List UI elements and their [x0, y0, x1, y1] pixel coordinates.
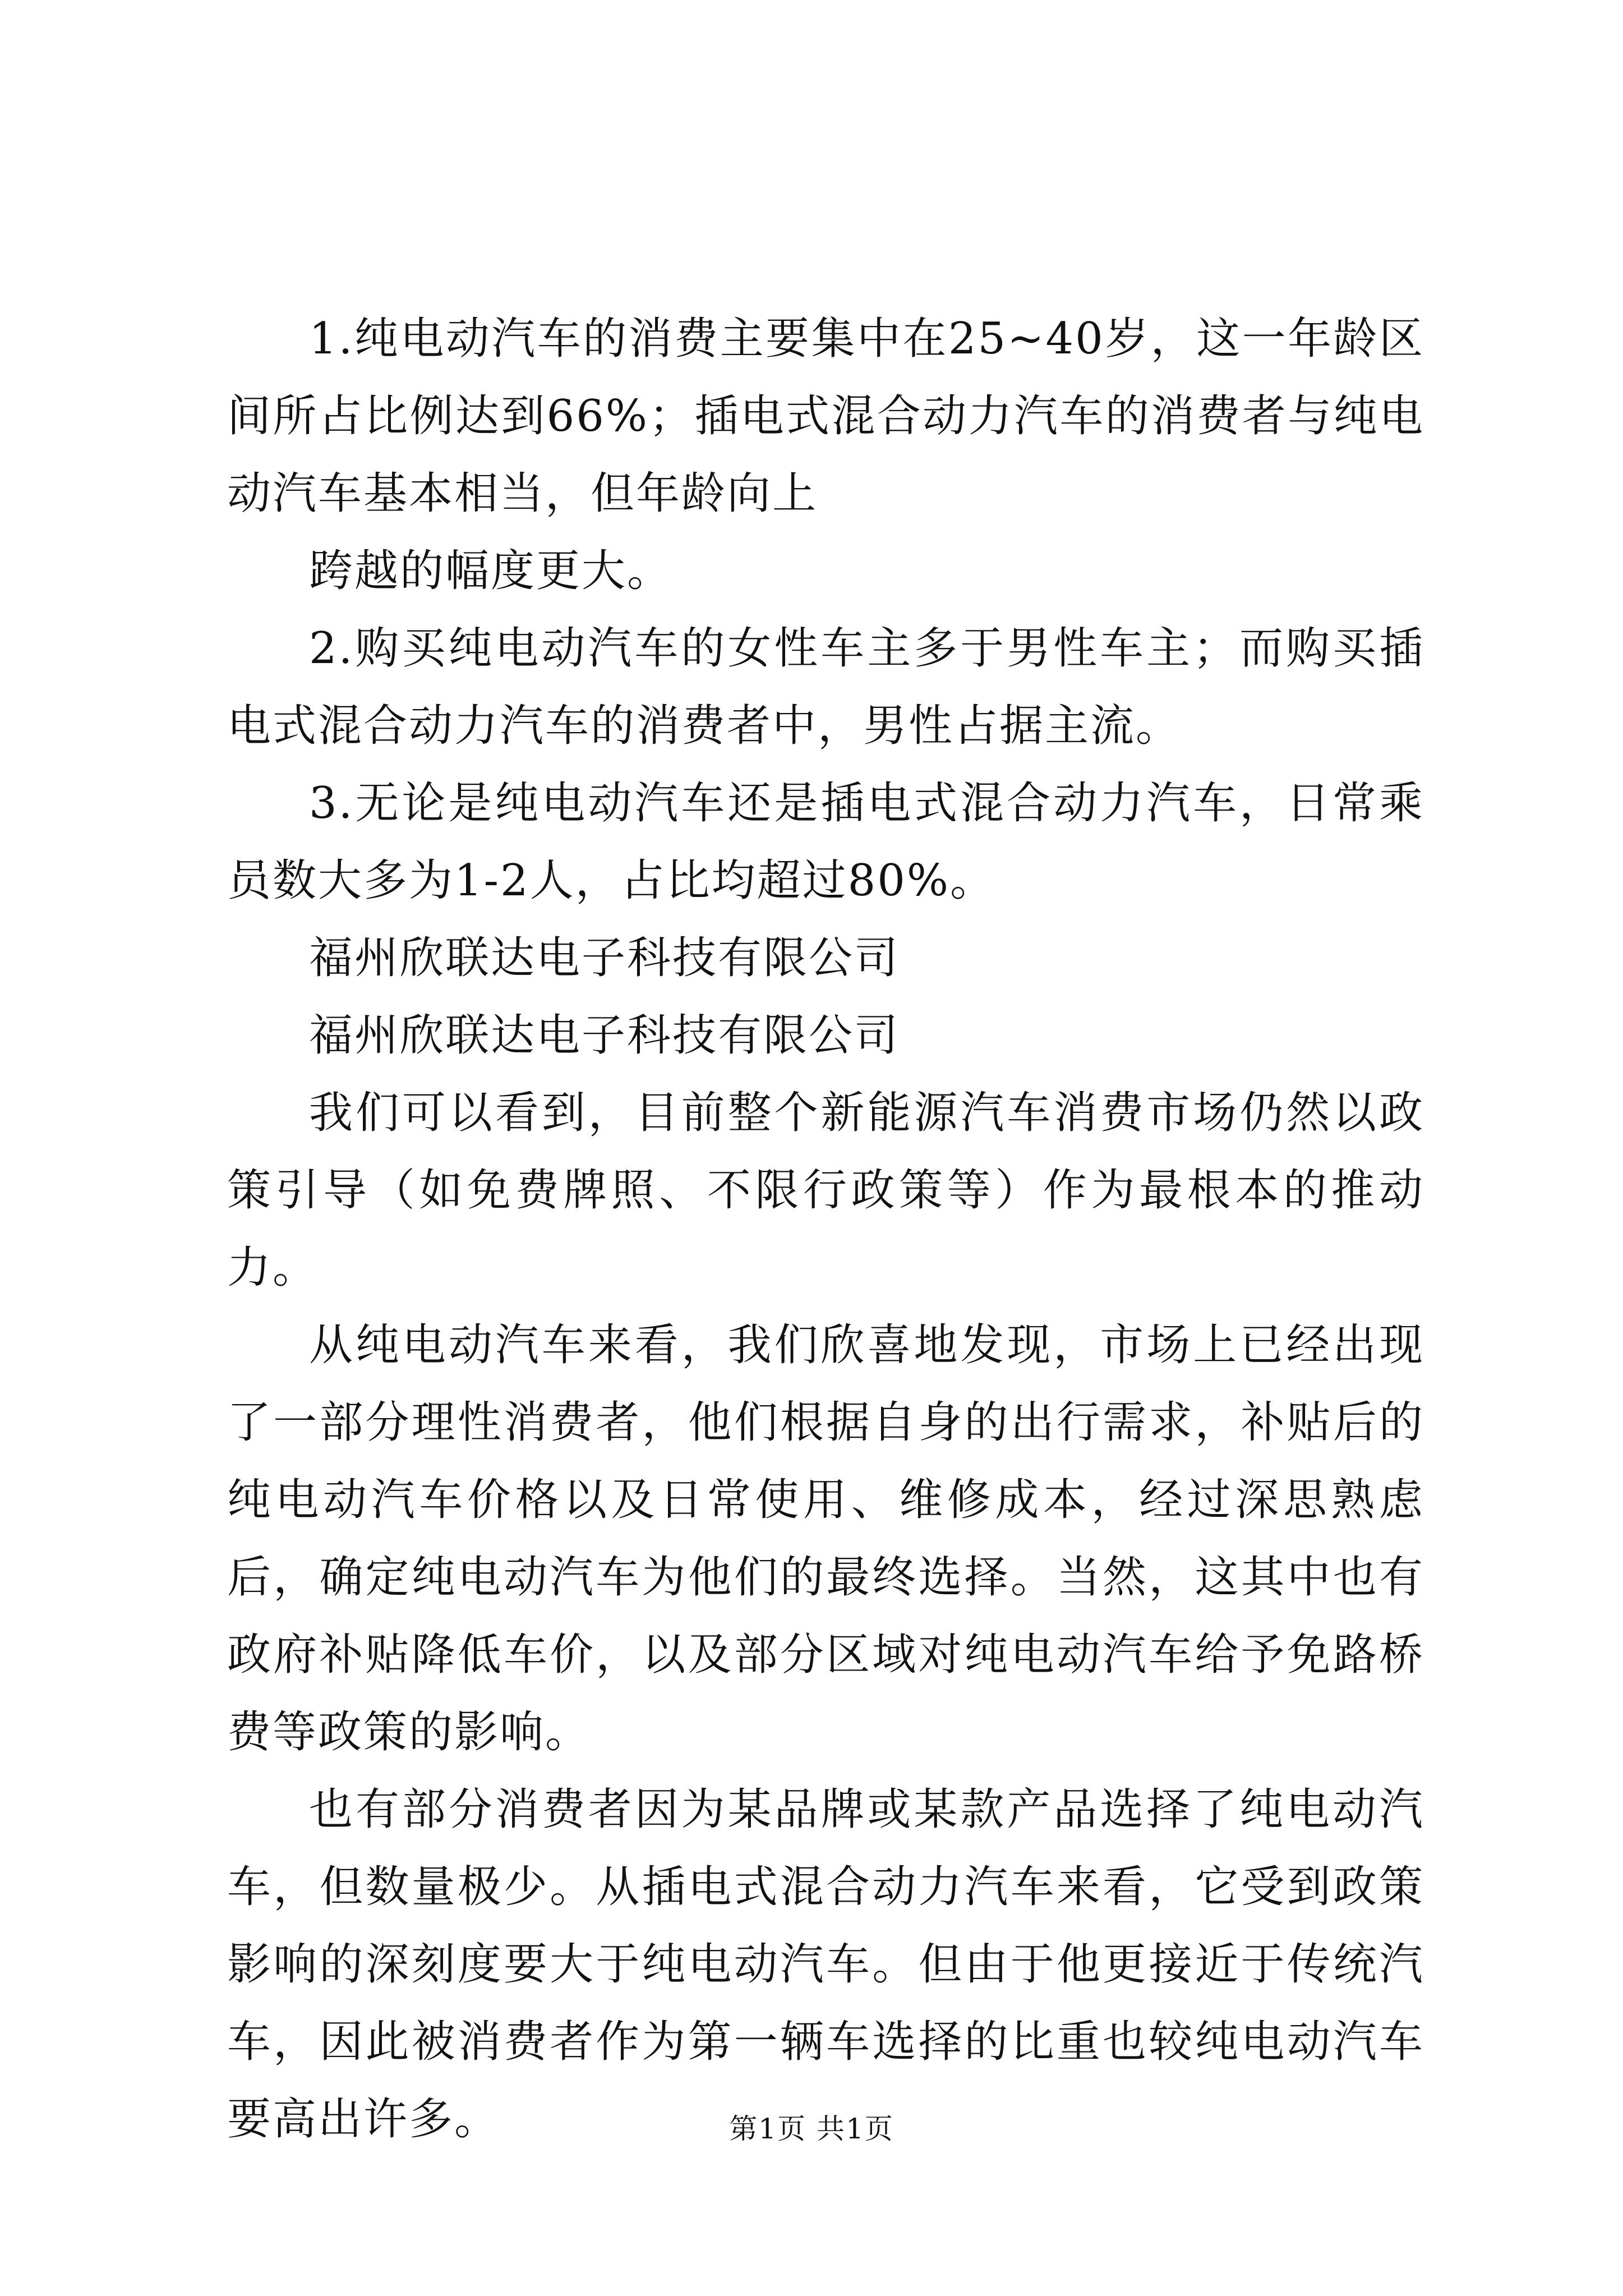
paragraph-bev-analysis: 从纯电动汽车来看，我们欣喜地发现，市场上已经出现了一部分理性消费者，他们根据自身的出行需求，补贴后的纯电动汽车价格以及日常使用、维修成本，经过深思熟虑后，确定纯电动汽车为他们的最终选择。当然，这其中也有政府补贴降低车价，以及部分区域对纯电动汽车给予免路桥费等政策的影响。	[227, 1320, 1424, 1757]
paragraph-policy-driver: 我们可以看到，目前整个新能源汽车消费市场仍然以政策引导（如免费牌照、不限行政策等）作为最根本的推动力。	[227, 1088, 1424, 1293]
company-name-line: 福州欣联达电子科技有限公司	[309, 933, 900, 983]
company-name-line: 福州欣联达电子科技有限公司	[309, 1010, 900, 1061]
document-body	[227, 300, 1424, 2158]
paragraph-age-distribution: 1.纯电动汽车的消费主要集中在25~40岁，这一年龄区间所占比例达到66%；插电式混合动力汽车的消费者与纯电动汽车基本相当，但年龄向上	[227, 314, 1424, 519]
page-number-footer: 第1页 共1页	[729, 2113, 894, 2145]
paragraph-passengers: 3.无论是纯电动汽车还是插电式混合动力汽车，日常乘员数大多为1-2人，占比均超过80%。	[227, 778, 1424, 906]
paragraph-age-continuation: 跨越的幅度更大。	[309, 546, 673, 596]
paragraph-phev-analysis: 也有部分消费者因为某品牌或某款产品选择了纯电动汽车，但数量极少。从插电式混合动力汽车来看，它受到政策影响的深刻度要大于纯电动汽车。但由于他更接近于传统汽车，因此被消费者作为第一辆车选择的比重也较纯电动汽车要高出许多。	[227, 1784, 1424, 2145]
paragraph-gender: 2.购买纯电动汽车的女性车主多于男性车主；而购买插电式混合动力汽车的消费者中，男性占据主流。	[227, 623, 1424, 751]
